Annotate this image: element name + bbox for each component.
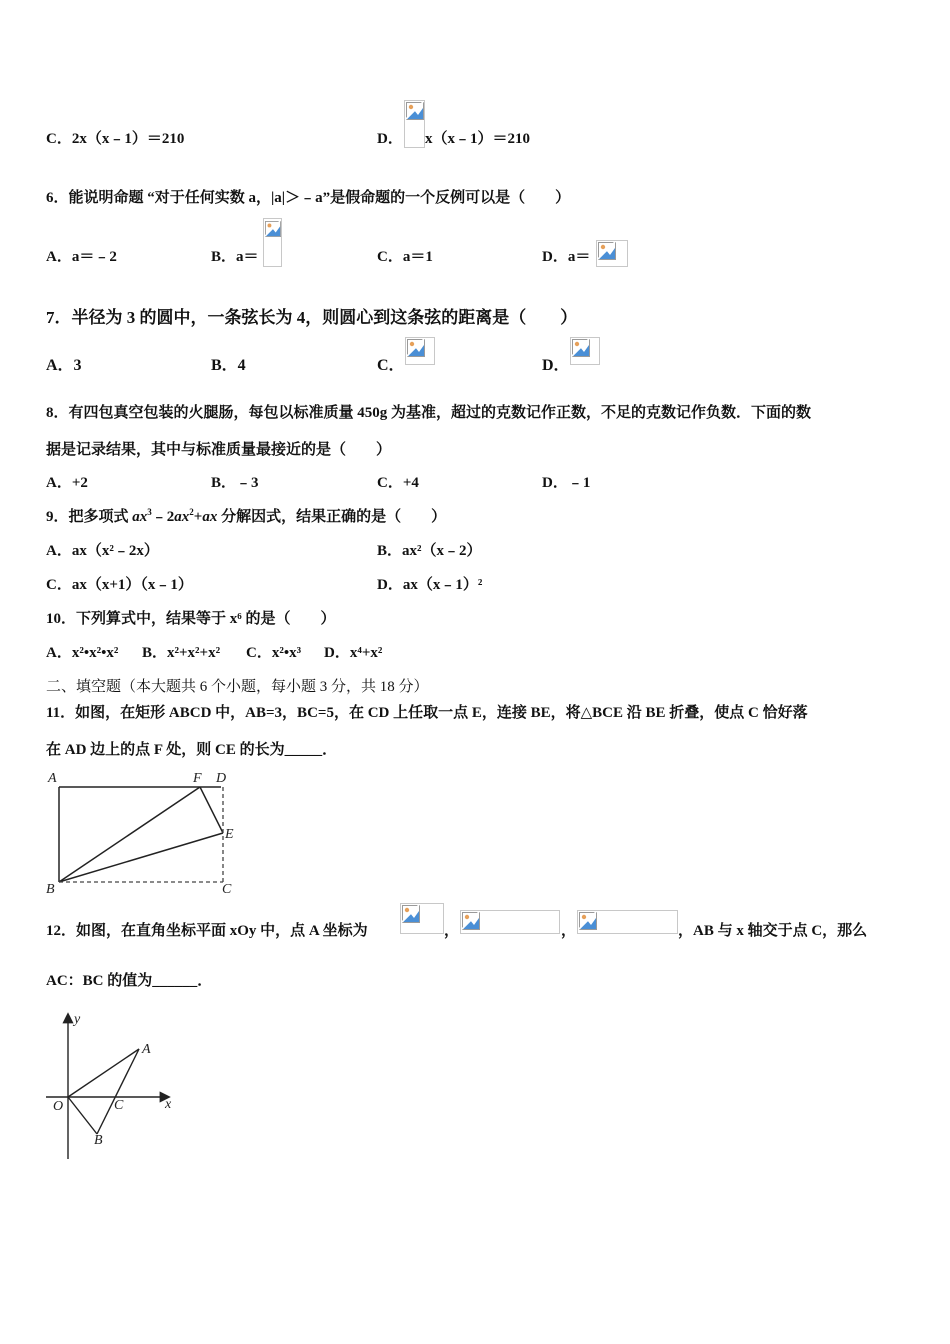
q6-option-b-image: [263, 218, 282, 267]
segment-bf: [59, 787, 200, 882]
q9-option-d: D．ax（x﹣1）²: [377, 577, 483, 593]
label-d: D: [216, 771, 227, 786]
label-a: A: [48, 771, 57, 786]
broken-image-icon: [598, 242, 616, 260]
segment-be: [59, 833, 223, 882]
broken-image-icon: [402, 905, 420, 923]
q11-rectangle-figure: [40, 765, 245, 897]
q12-comma-2: ，: [561, 923, 577, 939]
q5-option-c: C．2x（x﹣1）＝210: [46, 131, 185, 147]
q6-option-c: C．a＝1: [377, 249, 433, 265]
q6-option-a: A．a＝﹣2: [46, 249, 117, 265]
broken-image-icon: [406, 102, 424, 120]
q9-option-b: B．ax²（x﹣2）: [377, 543, 482, 559]
q10-option-c: C．x²•x³: [246, 645, 302, 661]
segment-ob: [68, 1097, 97, 1134]
section-heading-fill-in: 二、填空题（本大题共 6 个小题，每小题 3 分，共 18 分）: [46, 679, 429, 695]
q9-stem: 9．把多项式 $ax^3﹣2ax^2+ax$ 分解因式，结果正确的是（ ）: [46, 507, 447, 525]
q12-point-a-coordinate-image: [400, 903, 444, 934]
label-y: y: [74, 1012, 81, 1027]
q7-option-c: C．: [377, 357, 405, 374]
q12-comma-1: ，: [444, 923, 460, 939]
q10-option-a: A．x²•x²•x²: [46, 645, 119, 661]
q6-option-d-image: [596, 240, 628, 267]
q7-option-d-image: [570, 337, 600, 365]
q8-option-a: A．+2: [46, 475, 88, 491]
q6-stem: 6．能说明命题 “对于任何实数 a，|a|＞﹣a”是假命题的一个反例可以是（ ）: [46, 190, 571, 206]
label-e: E: [225, 827, 234, 842]
broken-image-icon: [407, 339, 425, 357]
q8-stem-line1: 8．有四包真空包装的火腿肠，每包以标准质量 450g 为基准，超过的克数记作正数，不足的克数记作负数．下面的数: [46, 405, 812, 421]
q9-option-a: A．ax（x²﹣2x）: [46, 543, 159, 559]
broken-image-icon: [462, 912, 480, 930]
q8-option-c: C．+4: [377, 475, 419, 491]
label-c: C: [222, 882, 232, 897]
q10-stem: 10．下列算式中，结果等于 x⁶ 的是（ ）: [46, 611, 336, 627]
q12-coordinate-figure: [40, 1005, 190, 1165]
broken-image-icon: [579, 912, 597, 930]
q12-condition-image-1: [460, 910, 560, 934]
q7-option-c-image: [405, 337, 435, 365]
q12-stem-line2: AC：BC 的值为______．: [46, 973, 213, 989]
segment-ab: [97, 1049, 139, 1134]
q8-option-d: D．﹣1: [542, 475, 591, 491]
label-b: B: [46, 882, 55, 897]
q6-option-b: B．a＝: [211, 249, 259, 265]
q7-option-a: A．3: [46, 357, 82, 374]
q10-option-d: D．x⁴+x²: [324, 645, 383, 661]
broken-image-icon: [265, 220, 281, 238]
label-x: x: [165, 1097, 172, 1112]
segment-fe: [200, 787, 223, 833]
q7-stem: 7．半径为 3 的圆中，一条弦长为 4，则圆心到这条弦的距离是（ ）: [46, 308, 578, 327]
label-o: O: [53, 1099, 64, 1114]
q5-option-d-text: x（x﹣1）＝210: [425, 131, 531, 147]
label-f: F: [193, 771, 202, 786]
broken-image-icon: [572, 339, 590, 357]
q12-condition-image-2: [577, 910, 678, 934]
segment-oa: [68, 1049, 139, 1097]
q8-stem-line2: 据是记录结果，其中与标准质量最接近的是（ ）: [46, 442, 392, 458]
q12-stem-line1-start: 12．如图，在直角坐标平面 xOy 中，点 A 坐标为: [46, 923, 368, 939]
q9-option-c: C．ax（x+1）（x﹣1）: [46, 577, 193, 593]
q11-stem-line1: 11．如图，在矩形 ABCD 中，AB=3，BC=5，在 CD 上任取一点 E，连接 BE，将△BCE 沿 BE 折叠，使点 C 恰好落: [46, 705, 808, 721]
label-b: B: [94, 1133, 103, 1148]
q7-option-d: D．: [542, 357, 570, 374]
q5-option-d-fraction-image: [404, 100, 425, 148]
label-c: C: [114, 1098, 124, 1113]
q5-option-d-label: D．: [377, 131, 403, 147]
q8-option-b: B．﹣3: [211, 475, 259, 491]
q10-option-b: B．x²+x²+x²: [142, 645, 221, 661]
label-a: A: [142, 1042, 151, 1057]
q7-option-b: B．4: [211, 357, 246, 374]
q6-option-d: D．a＝: [542, 249, 591, 265]
q11-stem-line2: 在 AD 边上的点 F 处，则 CE 的长为_____．: [46, 742, 338, 758]
q12-stem-line1-end: ，AB 与 x 轴交于点 C，那么: [678, 923, 868, 939]
